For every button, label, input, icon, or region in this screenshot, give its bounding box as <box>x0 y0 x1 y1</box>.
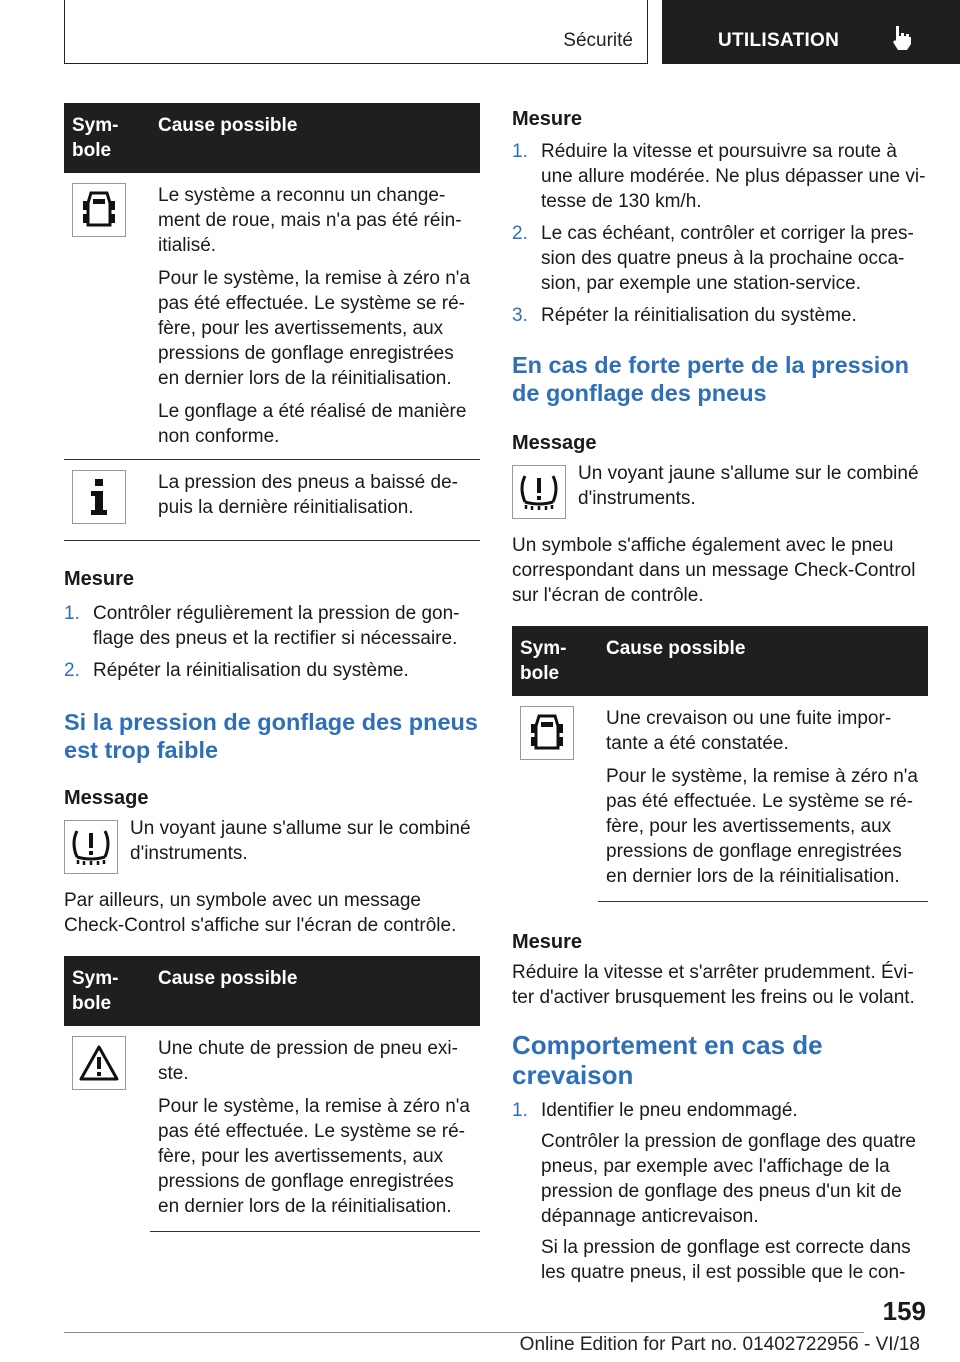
table-row <box>64 173 480 460</box>
list-item: 1. Réduire la vitesse et poursuivre sa route à une allure modérée. Ne plus dépasser une vi‐tesse de 130 km/h. <box>512 141 926 212</box>
list-item: 2. Le cas échéant, contrôler et corriger la pres‐sion des quatre pneus à la prochaine occa‐sion, par exemple une station-service. <box>512 223 914 294</box>
section-heading: Comportement en cas de crevaison <box>512 1030 823 1090</box>
mesure-heading: Mesure <box>512 931 583 953</box>
left-column <box>64 103 480 1232</box>
message-heading: Message <box>64 787 149 809</box>
note-text: Un symbole s'affiche également avec le pneu correspondant dans un message Check-Control sur l'écran de contrôle. <box>512 535 916 606</box>
table-row <box>512 696 928 902</box>
cause-text: Pour le système, la remise à zéro n'a pas été effectuée. Le système se ré‐fère, pour les avertissements, aux pressions de gonflage enregistrées en dernier lors de la réinitialisation. <box>158 268 470 389</box>
col-symbol-header: Sym‐ bole <box>512 626 598 696</box>
page-number: 159 <box>882 1296 926 1326</box>
message-heading: Message <box>512 432 597 454</box>
list-item: 1. Identifier le pneu endommagé. Contrôler la pression de gonflage des quatre pneus, par exemple avec l'affichage de la pression de gonflage des pneus d'un kit de dépannage anticrevaison. Si la pression de gonflage est correcte dans les quatre pneus, il est possible que le con‐ <box>512 1100 916 1283</box>
col-cause-header: Cause possible <box>598 626 928 696</box>
crevaison-steps <box>512 1098 928 1285</box>
header-section-box <box>64 0 648 64</box>
tire-pressure-warning-icon <box>512 465 566 519</box>
message-text: Un voyant jaune s'allume sur le combiné d'instruments. <box>130 818 471 864</box>
footer-rule <box>64 1332 864 1333</box>
header-section-title: Sécurité <box>563 30 633 51</box>
col-cause-header: Cause possible <box>150 103 480 173</box>
symbol-table-1 <box>64 103 480 541</box>
tire-pressure-warning-icon <box>64 820 118 874</box>
cause-text: La pression des pneus a baissé de‐puis la dernière réinitialisation. <box>158 472 458 518</box>
tire-change-car-icon <box>520 706 574 760</box>
mesure-heading: Mesure <box>64 568 135 590</box>
col-symbol-header: Sym‐ bole <box>64 956 150 1026</box>
header-chapter-tab <box>662 0 960 64</box>
mesure-text: Réduire la vitesse et s'arrêter prudemment. Évi‐ter d'activer brusquement les freins ou le volant. <box>512 962 915 1008</box>
header-chapter-title: UTILISATION <box>718 30 840 51</box>
list-item: 3. Répéter la réinitialisation du système. <box>512 305 857 326</box>
table-row <box>64 460 480 541</box>
mesure-heading: Mesure <box>512 108 583 130</box>
section-heading: Si la pression de gonflage des pneus est trop faible <box>64 709 478 763</box>
mesure-steps <box>512 139 928 328</box>
table-row <box>64 1026 480 1232</box>
cause-text: Pour le système, la remise à zéro n'a pas été effectuée. Le système se ré‐fère, pour les avertissements, aux pressions de gonflage enregistrées en dernier lors de la réinitialisation. <box>158 1096 470 1217</box>
cause-text: Une chute de pression de pneu exi‐ste. <box>158 1038 458 1084</box>
col-cause-header: Cause possible <box>150 956 480 1026</box>
cause-text: Le gonflage a été réalisé de manière non conforme. <box>158 401 467 447</box>
pointing-hand-icon <box>890 24 914 52</box>
symbol-table-2 <box>64 956 480 1232</box>
cause-text: Pour le système, la remise à zéro n'a pas été effectuée. Le système se ré‐fère, pour les avertissements, aux pressions de gonflage enregistrées en dernier lors de la réinitialisation. <box>606 766 918 887</box>
tire-change-car-icon <box>72 183 126 237</box>
mesure-steps <box>64 601 480 683</box>
list-item: 2. Répéter la réinitialisation du système. <box>64 660 409 681</box>
footer-edition: Online Edition for Part no. 01402722956 - VI/18 <box>519 1334 920 1355</box>
section-heading: En cas de forte perte de la pression de gonflage des pneus <box>512 352 910 406</box>
warning-triangle-icon <box>72 1036 126 1090</box>
col-symbol-header: Sym‐ bole <box>64 103 150 173</box>
cause-text: Une crevaison ou une fuite impor‐tante a été constatée. <box>606 708 892 754</box>
list-item: 1. Contrôler régulièrement la pression de gon‐flage des pneus et la rectifier si nécessaire. <box>64 603 460 649</box>
note-text: Par ailleurs, un symbole avec un message Check-Control s'affiche sur l'écran de contrôle. <box>64 890 457 936</box>
cause-text: Le système a reconnu un change‐ment de roue, mais n'a pas été réin‐itialisé. <box>158 185 462 256</box>
message-text: Un voyant jaune s'allume sur le combiné d'instruments. <box>578 463 919 509</box>
symbol-table-3 <box>512 626 928 902</box>
message-block <box>512 461 928 519</box>
info-icon <box>72 470 126 524</box>
right-column <box>512 103 928 1292</box>
message-block <box>64 816 480 874</box>
